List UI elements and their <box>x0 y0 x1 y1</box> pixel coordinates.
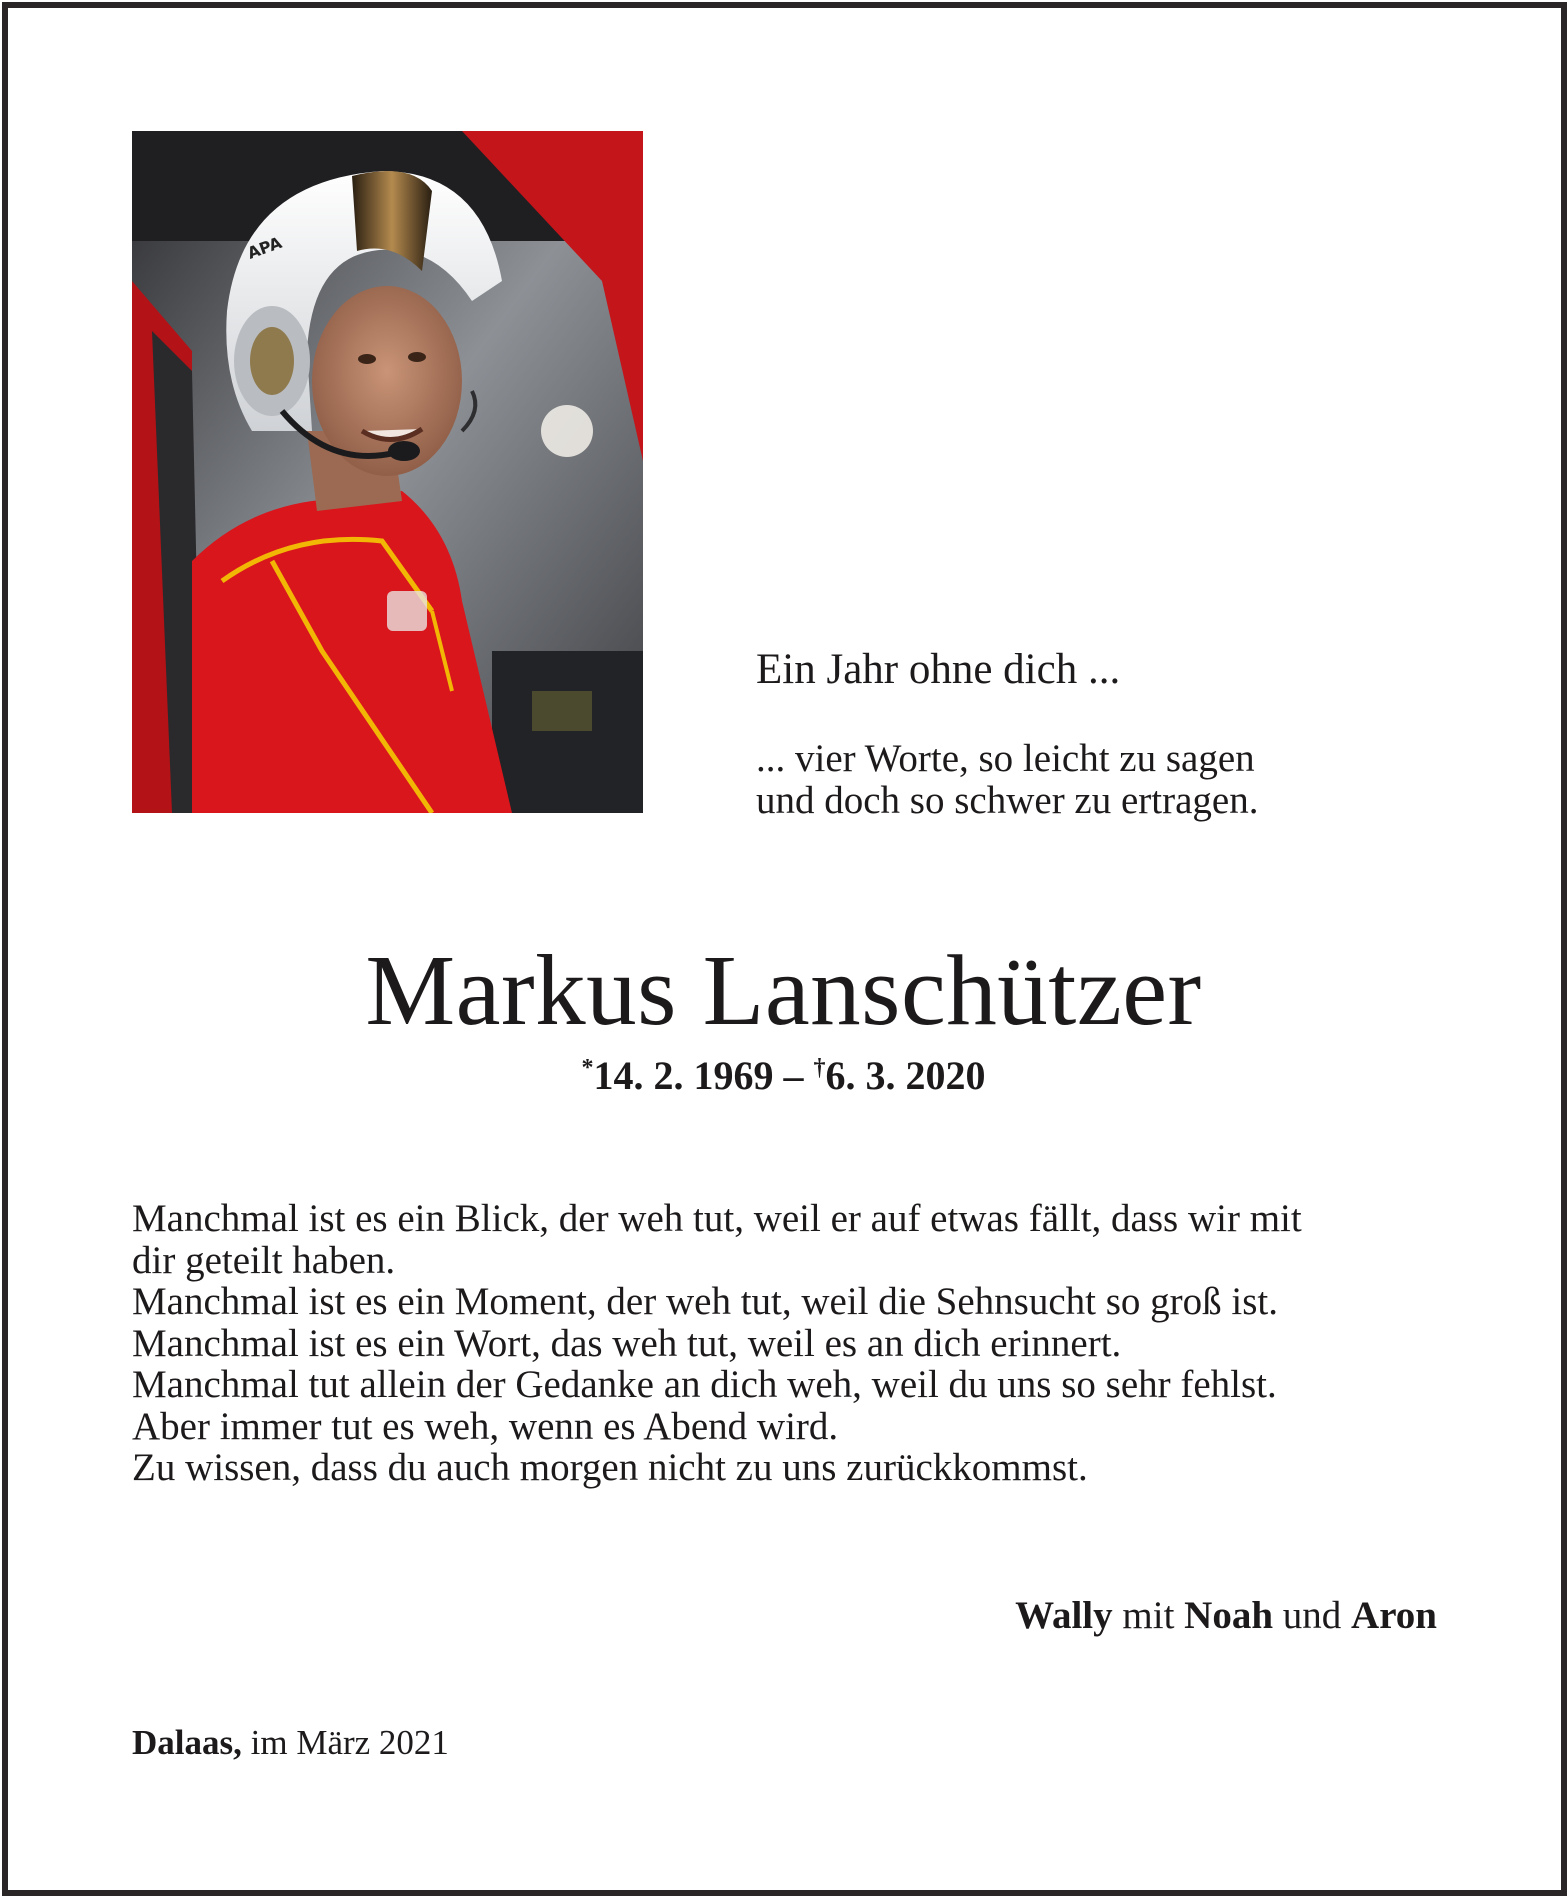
helmet-label: APA <box>244 232 285 263</box>
date-separator: – <box>773 1053 814 1098</box>
place-date <box>132 1723 449 1763</box>
poem-line: Aber immer tut es weh, wenn es Abend wird. <box>132 1404 839 1448</box>
life-dates <box>0 1052 1567 1099</box>
poem-line: dir geteilt haben. <box>132 1238 396 1282</box>
quote-lines <box>756 738 1259 822</box>
birth-date: 14. 2. 1969 <box>593 1053 774 1098</box>
place-date-text: im März 2021 <box>241 1723 449 1762</box>
family-signature <box>1015 1593 1437 1638</box>
portrait-photo <box>132 131 643 813</box>
signature-joiner: mit <box>1112 1594 1185 1637</box>
quote-line: ... vier Worte, so leicht zu sagen <box>756 737 1255 780</box>
poem-line: Manchmal ist es ein Wort, das weh tut, weil es an dich erinnert. <box>132 1321 1122 1365</box>
death-symbol: † <box>813 1055 826 1081</box>
poem-line: Zu wissen, dass du auch morgen nicht zu uns zurückkommst. <box>132 1446 1088 1489</box>
signature-name: Noah <box>1184 1594 1274 1637</box>
quote-line: und doch so schwer zu ertragen. <box>756 779 1259 822</box>
poem-line: Manchmal tut allein der Gedanke an dich weh, weil du uns so sehr fehlst. <box>132 1363 1277 1406</box>
place-location: Dalaas, <box>132 1723 242 1762</box>
signature-joiner: und <box>1273 1594 1352 1637</box>
poem-line: Manchmal ist es ein Blick, der weh tut, weil er auf etwas fällt, dass wir mit <box>132 1197 1302 1240</box>
signature-name: Aron <box>1351 1594 1437 1637</box>
death-date: 6. 3. 2020 <box>825 1053 986 1098</box>
poem-line: Manchmal ist es ein Moment, der weh tut, weil die Sehnsucht so groß ist. <box>132 1280 1278 1323</box>
signature-name: Wally <box>1015 1594 1113 1637</box>
memorial-poem <box>132 1198 1302 1489</box>
deceased-name: Markus Lanschützer <box>365 934 1202 1046</box>
birth-symbol: * <box>581 1055 594 1081</box>
quote-title: Ein Jahr ohne dich ... <box>756 646 1121 693</box>
